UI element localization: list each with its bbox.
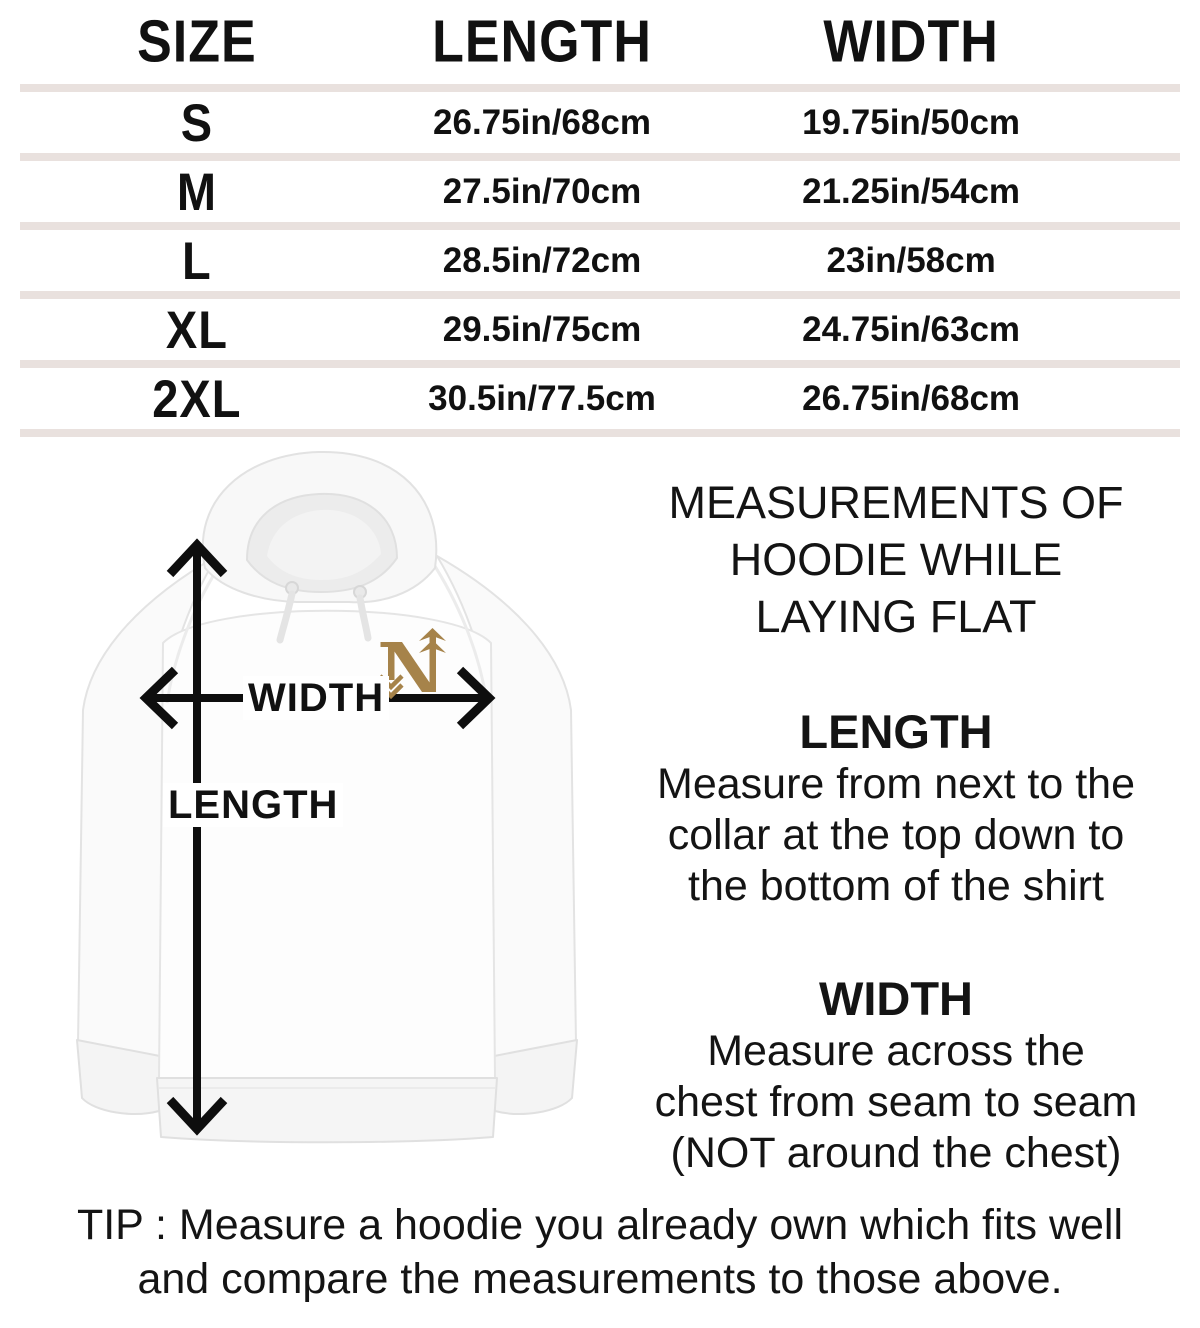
table-row xyxy=(20,368,1180,437)
length-section-heading: LENGTH xyxy=(799,705,993,758)
table-row xyxy=(20,161,1180,230)
width-cell: 24.75in/63cm xyxy=(802,309,1021,349)
header-width xyxy=(710,8,1180,76)
size-value: M xyxy=(176,161,217,222)
size-cell xyxy=(20,299,374,360)
header-length-label: LENGTH xyxy=(432,8,652,76)
table-row xyxy=(20,299,1180,368)
table-row xyxy=(20,230,1180,299)
width-arrow-label: WIDTH xyxy=(243,676,389,720)
hoodie-measurement-figure xyxy=(55,448,600,1164)
width-section-heading: WIDTH xyxy=(818,972,973,1025)
length-cell: 28.5in/72cm xyxy=(442,240,642,280)
size-cell xyxy=(20,161,374,222)
length-cell: 26.75in/68cm xyxy=(433,102,651,142)
header-size xyxy=(20,8,374,76)
width-section-line: Measure across the xyxy=(707,1027,1085,1075)
width-section-line: chest from seam to seam xyxy=(654,1078,1138,1126)
length-section-line: Measure from next to the xyxy=(657,760,1135,808)
size-cell xyxy=(20,230,374,291)
length-cell: 30.5in/77.5cm xyxy=(428,378,656,418)
size-cell xyxy=(20,92,374,153)
size-value: L xyxy=(182,230,212,291)
size-value: 2XL xyxy=(152,368,242,429)
length-arrow-label: LENGTH xyxy=(163,783,343,827)
header-width-label: WIDTH xyxy=(823,8,999,76)
length-instruction-section xyxy=(612,705,1180,912)
length-section-line: collar at the top down to xyxy=(667,811,1125,859)
width-cell: 23in/58cm xyxy=(826,240,996,280)
size-value: S xyxy=(180,92,214,153)
intro-line: MEASUREMENTS OF xyxy=(668,477,1124,528)
instructions-intro xyxy=(612,474,1180,645)
width-cell: 21.25in/54cm xyxy=(802,171,1021,211)
table-header-row xyxy=(20,0,1180,92)
tip-text xyxy=(0,1198,1200,1306)
table-row xyxy=(20,92,1180,161)
width-cell: 19.75in/50cm xyxy=(802,102,1021,142)
size-cell xyxy=(20,368,374,429)
length-cell: 27.5in/70cm xyxy=(442,171,642,211)
width-section-line: (NOT around the chest) xyxy=(670,1129,1122,1177)
width-instruction-section xyxy=(612,972,1180,1179)
length-section-line: the bottom of the shirt xyxy=(688,862,1104,910)
size-value: XL xyxy=(165,299,228,360)
header-length xyxy=(374,8,710,76)
intro-line: LAYING FLAT xyxy=(755,591,1037,642)
header-size-label: SIZE xyxy=(137,8,257,76)
size-chart-table xyxy=(0,0,1200,437)
intro-line: HOODIE WHILE xyxy=(729,534,1063,585)
tip-line: and compare the measurements to those above. xyxy=(137,1255,1063,1303)
measurement-instructions xyxy=(612,474,1180,1179)
width-cell: 26.75in/68cm xyxy=(802,378,1021,418)
length-cell: 29.5in/75cm xyxy=(442,309,642,349)
tip-line: TIP : Measure a hoodie you already own which fits well xyxy=(76,1201,1124,1249)
